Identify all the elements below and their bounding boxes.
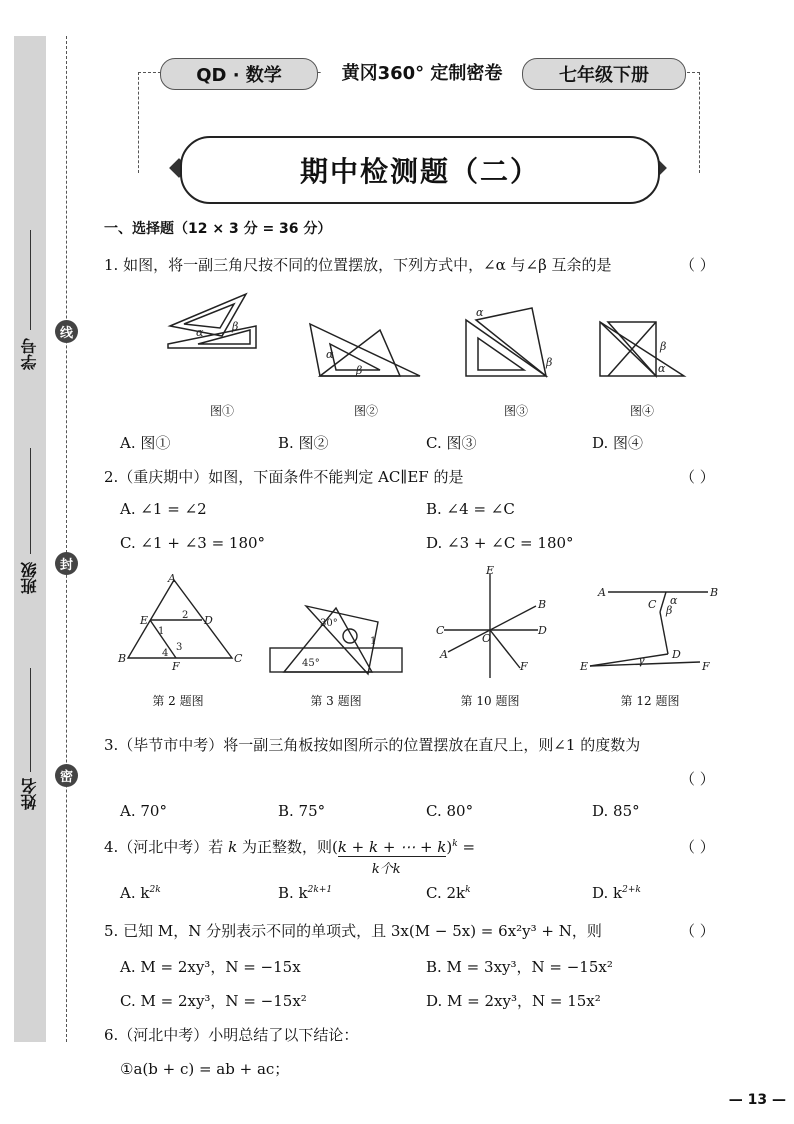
f12-C: C (648, 598, 657, 611)
f12-gamma: γ (638, 654, 645, 667)
q5-option-c: C. M = 2xy³，N = −15x² (120, 992, 307, 1010)
f2-A: A (168, 572, 176, 585)
f2-F: F (172, 660, 180, 673)
f12-E: E (580, 660, 589, 673)
figure-3 (466, 306, 552, 376)
seal-seal: 封 (55, 552, 78, 575)
figure-1 (168, 294, 256, 348)
q2-option-b: B. ∠4 = ∠C (426, 500, 515, 518)
fig-caption-q2: 第 2 题图 (152, 694, 204, 708)
f12-A: A (598, 586, 606, 599)
f12-alpha: α (670, 594, 678, 607)
f12-B: B (710, 586, 719, 599)
figure-q3 (270, 606, 402, 674)
f3-angle-1: 1 (370, 636, 377, 647)
q5-option-a: A. M = 2xy³，N = −15x (120, 958, 301, 976)
seal-secret: 密 (55, 764, 78, 787)
f10-C: C (436, 624, 445, 637)
q1-alpha-4: α (658, 362, 666, 375)
q3-answer-blank: （ ） (680, 770, 715, 788)
q4-option-b: B. $k^{2k+1}$ (278, 884, 333, 902)
q4-option-d: D. $k^{2+k}$ (592, 884, 641, 902)
q1-answer-blank: （ ） (680, 256, 715, 274)
subject-pill: QD · 数学 (160, 58, 318, 90)
f2-B: B (118, 652, 127, 665)
q1-beta-3: β (546, 356, 553, 369)
f2-angle-3: 3 (176, 642, 183, 653)
q3-text: 3.（毕节市中考）将一副三角板按如图所示的位置摆放在直尺上，则∠1 的度数为 (104, 736, 641, 754)
f12-F: F (702, 660, 710, 673)
f10-O: O (482, 632, 492, 645)
student-id-label: 学号 (20, 338, 39, 370)
fig-caption-q3: 第 3 题图 (310, 694, 362, 708)
q2-text: 2.（重庆期中）如图，下面条件不能判定 AC∥EF 的是 (104, 468, 464, 486)
grade-pill: 七年级下册 (522, 58, 686, 90)
q2-option-d: D. ∠3 + ∠C = 180° (426, 534, 574, 552)
q1-beta-4: β (660, 340, 667, 353)
q1-figures (160, 286, 700, 386)
q1-alpha-1: α (196, 326, 204, 339)
f2-D: D (204, 614, 213, 627)
f10-E: E (486, 566, 495, 577)
f10-B: B (538, 598, 547, 611)
q1-option-b: B. 图② (278, 434, 329, 452)
name-line (30, 668, 31, 772)
q4-option-c: C. $2k^k$ (426, 884, 471, 902)
q1-alpha-3: α (476, 306, 484, 319)
q1-option-a: A. 图① (120, 434, 171, 452)
q1-caption-3: 图③ (503, 404, 528, 418)
q1-alpha-2: α (326, 348, 334, 361)
f12-D: D (672, 648, 681, 661)
cut-line (66, 36, 67, 1042)
class-line (30, 448, 31, 554)
class-label: 班级 (20, 562, 39, 594)
f2-E: E (140, 614, 149, 627)
q4-brace-label: k个k (371, 862, 401, 877)
figure-2 (310, 324, 420, 377)
q3-option-a: A. 70° (120, 802, 167, 820)
q3-option-c: C. 80° (426, 802, 474, 820)
q1-caption-2: 图② (353, 404, 378, 418)
q3-option-b: B. 75° (278, 802, 326, 820)
series-title: 黄冈360° 定制密卷 (322, 60, 522, 88)
q2-answer-blank: （ ） (680, 468, 715, 486)
f2-angle-2: 2 (182, 610, 189, 621)
q1-beta-2: β (356, 364, 363, 377)
name-label: 姓名 (20, 778, 39, 810)
f3-30deg: 30° (320, 618, 338, 629)
f2-C: C (234, 652, 243, 665)
q1-text: 1. 如图，将一副三角尺按不同的位置摆放，下列方式中，∠α 与∠β 互余的是 (104, 256, 612, 274)
q5-option-d: D. M = 2xy³，N = 15x² (426, 992, 601, 1010)
q3-option-d: D. 85° (592, 802, 640, 820)
q6-item-1: ①a(b + c) = ab + ac； (120, 1060, 290, 1078)
q4-text: 4.（河北中考）若 k 为正整数，则(k + k + ⋯ + k k个k )$^k$ = (104, 838, 476, 877)
q4-answer-blank: （ ） (680, 838, 715, 856)
f2-angle-4: 4 (162, 648, 169, 659)
q5-text: 5. 已知 M，N 分别表示不同的单项式，且 3x(M − 5x) = 6x²y³ + N，则 (104, 922, 602, 940)
fig-caption-q10: 第 10 题图 (460, 694, 520, 708)
q1-caption-4: 图④ (629, 404, 654, 418)
student-id-line (30, 230, 31, 330)
q5-answer-blank: （ ） (680, 922, 715, 940)
f10-A: A (440, 648, 448, 661)
page-number: — 13 — (728, 1092, 786, 1108)
f10-D: D (538, 624, 547, 637)
q2-option-c: C. ∠1 + ∠3 = 180° (120, 534, 266, 552)
section-heading: 一、选择题（12 × 3 分 = 36 分） (104, 221, 332, 237)
q6-text: 6.（河北中考）小明总结了以下结论： (104, 1026, 359, 1044)
f3-45deg: 45° (302, 658, 320, 669)
q2-option-a: A. ∠1 = ∠2 (120, 500, 207, 518)
f12-beta: β (666, 604, 673, 617)
f10-F: F (520, 660, 528, 673)
q4-option-a: A. $k^{2k}$ (120, 884, 161, 902)
figure-4 (600, 322, 684, 376)
q5-option-b: B. M = 3xy³，N = −15x² (426, 958, 613, 976)
f2-angle-1: 1 (158, 626, 165, 637)
page-title: 期中检测题（二） (180, 136, 660, 204)
q1-option-c: C. 图③ (426, 434, 477, 452)
question-figures (110, 566, 730, 686)
seal-line: 线 (55, 320, 78, 343)
q1-option-d: D. 图④ (592, 434, 644, 452)
q1-beta-1: β (232, 320, 239, 333)
q1-caption-1: 图① (209, 404, 234, 418)
fig-caption-q12: 第 12 题图 (620, 694, 680, 708)
